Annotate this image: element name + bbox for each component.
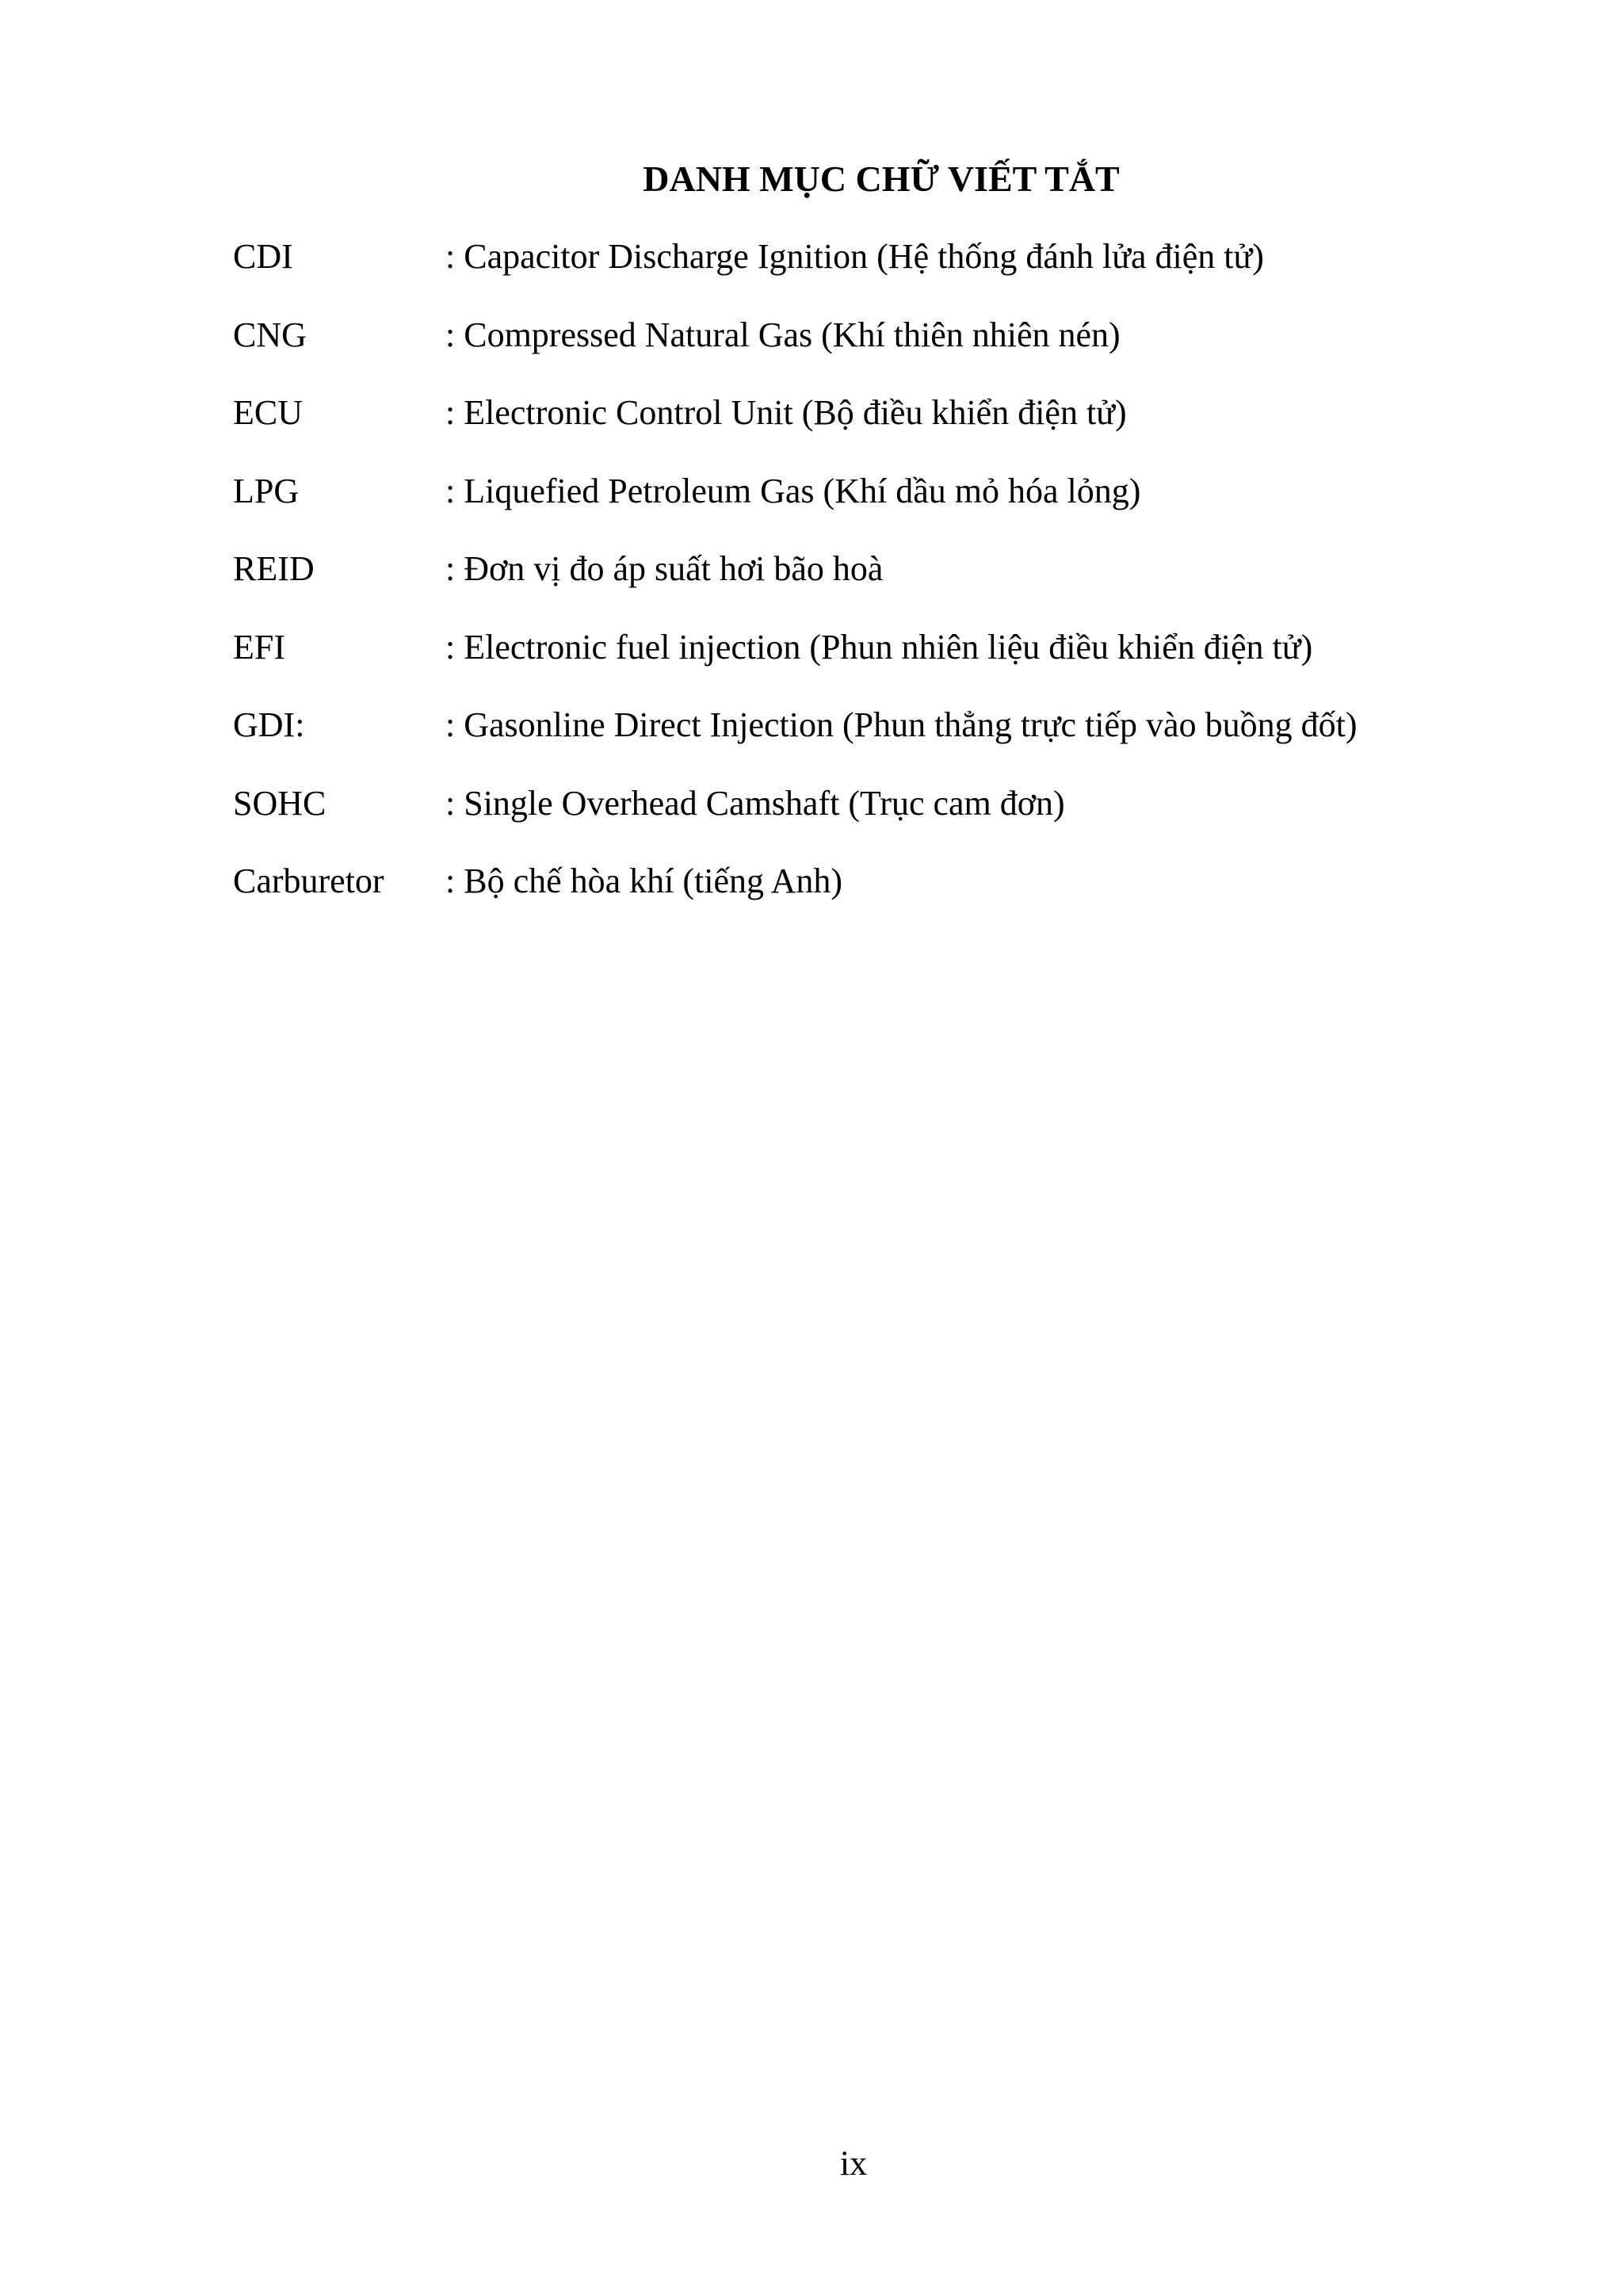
abbreviation-row [233,780,1580,858]
abbreviation-term: ECU [233,393,303,432]
page-number: ix [839,2144,868,2183]
abbreviation-definition: : Đơn vị đo áp suất hơi bão hoà [445,549,884,588]
abbreviation-definition: : Gasonline Direct Injection (Phun thẳng trực tiếp vào buồng đốt) [445,705,1358,744]
abbreviation-row [233,858,1580,936]
abbreviation-definition: : Liquefied Petroleum Gas (Khí dầu mỏ hóa lỏng) [445,471,1141,510]
abbreviation-definition: : Single Overhead Camshaft (Trục cam đơn) [445,783,1065,823]
abbreviation-definition: : Capacitor Discharge Ignition (Hệ thống đánh lửa điện tử) [445,237,1264,276]
abbreviation-list [233,233,1580,936]
abbreviation-row [233,311,1580,390]
abbreviation-row [233,468,1580,546]
abbreviation-row [233,389,1580,468]
abbreviation-term: GDI: [233,705,305,744]
abbreviation-row [233,545,1580,624]
abbreviation-term: CDI [233,237,293,276]
abbreviation-row [233,701,1580,780]
abbreviation-term: EFI [233,627,285,667]
abbreviation-term: CNG [233,315,307,354]
abbreviation-definition: : Compressed Natural Gas (Khí thiên nhiên nén) [445,315,1121,354]
abbreviation-definition: : Electronic fuel injection (Phun nhiên liệu điều khiển điện tử) [445,627,1313,667]
abbreviation-row [233,624,1580,702]
abbreviation-row [233,233,1580,311]
abbreviation-definition: : Electronic Control Unit (Bộ điều khiển điện tử) [445,393,1127,432]
abbreviation-definition: : Bộ chế hòa khí (tiếng Anh) [445,861,843,900]
abbreviation-term: Carburetor [233,861,384,900]
abbreviation-term: SOHC [233,783,327,823]
abbreviation-term: REID [233,549,315,588]
abbreviation-term: LPG [233,471,300,510]
page-title: DANH MỤC CHỮ VIẾT TẮT [643,159,1120,199]
